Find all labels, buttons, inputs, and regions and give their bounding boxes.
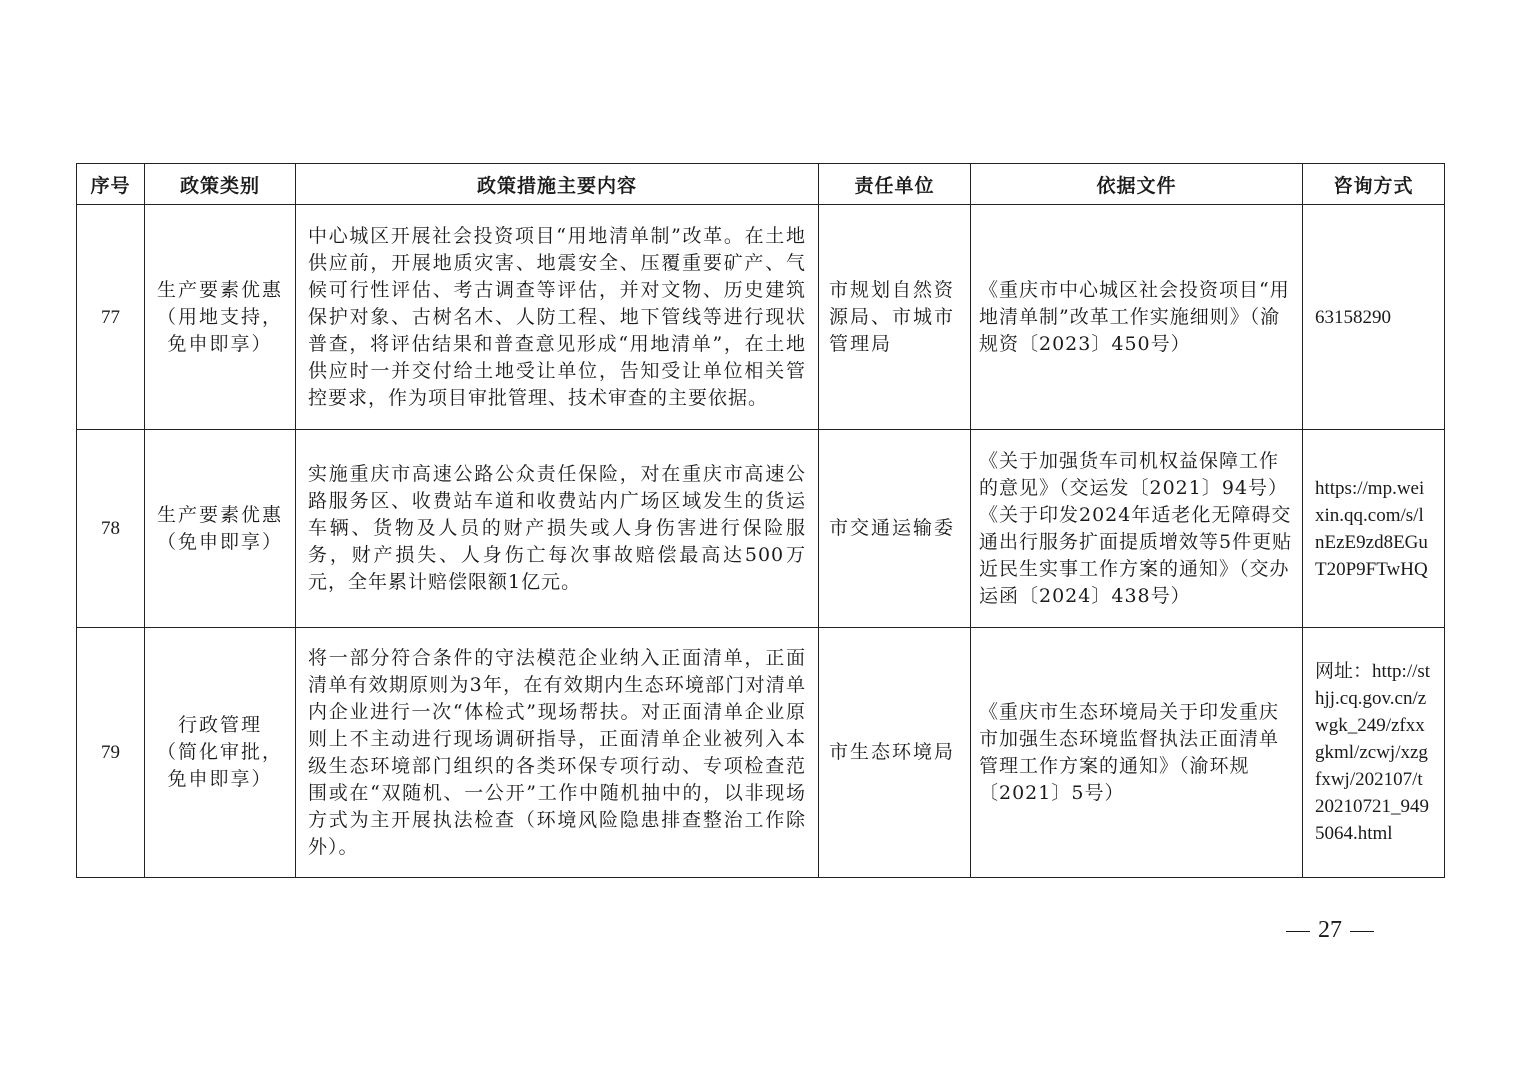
policy-category	[145, 628, 296, 878]
policy-content: 实施重庆市高速公路公众责任保险，对在重庆市高速公路服务区、收费站车道和收费站内广场区域发生的货运车辆、货物及人员的财产损失或人身伤害进行保险服务，财产损失、人身伤亡每次事故赔偿最高达500万元，全年累计赔偿限额1亿元。	[296, 430, 819, 628]
table-row	[77, 430, 1445, 628]
document-reference: 《重庆市中心城区社会投资项目“用地清单制”改革工作实施细则》（渝规资〔2023〕450号）	[979, 278, 1290, 355]
category-line: （用地支持，	[156, 305, 283, 328]
policy-category	[145, 430, 296, 628]
basis-document	[971, 430, 1303, 628]
dash-left	[1286, 931, 1310, 932]
document-reference: 《关于印发2024年适老化无障碍交通出行服务扩面提质增效等5件更贴近民生实事工作方案的通知》（交办运函〔2024〕438号）	[979, 503, 1293, 607]
header-basis-document: 依据文件	[971, 164, 1303, 205]
category-line: 行政管理	[177, 714, 262, 736]
responsible-unit: 市交通运输委	[819, 430, 971, 628]
category-line: （简化审批，	[156, 741, 283, 763]
responsible-unit: 市生态环境局	[819, 628, 971, 878]
responsible-unit: 市规划自然资源局、市城市管理局	[819, 205, 971, 430]
category-line: （免申即享）	[156, 530, 283, 553]
policy-content: 将一部分符合条件的守法模范企业纳入正面清单，正面清单有效期原则为3年，在有效期内生态环境部门对清单内企业进行一次“体检式”现场帮扶。对正面清单企业原则上不主动进行现场调研指导，正面清单企业被列入本级生态环境部门组织的各类环保专项行动、专项检查范围或在“双随机、一公开”工作中随机抽中的，以非现场方式为主开展执法检查（环境风险隐患排查整治工作除外）。	[296, 628, 819, 878]
row-number: 78	[77, 430, 145, 628]
dash-right	[1350, 931, 1374, 932]
category-line: 免申即享）	[167, 332, 273, 355]
basis-document	[971, 205, 1303, 430]
contact-info: 63158290	[1303, 205, 1445, 430]
page-number	[1270, 912, 1390, 948]
header-contact: 咨询方式	[1303, 164, 1445, 205]
header-number: 序号	[77, 164, 145, 205]
row-number: 77	[77, 205, 145, 430]
table-row	[77, 205, 1445, 430]
document-reference: 《关于加强货车司机权益保障工作的意见》（交运发〔2021〕94号）	[979, 449, 1289, 499]
policy-category	[145, 205, 296, 430]
contact-link[interactable]: 网址：http://sthjj.cq.gov.cn/zwgk_249/zfxxgkml/zcwj/xzgfxwj/202107/t20210721_9495064.html	[1303, 628, 1445, 878]
header-unit: 责任单位	[819, 164, 971, 205]
policy-table	[76, 163, 1445, 878]
header-category: 政策类别	[145, 164, 296, 205]
category-line: 生产要素优惠	[156, 278, 283, 301]
row-number: 79	[77, 628, 145, 878]
contact-link[interactable]: https://mp.weixin.qq.com/s/lnEzE9zd8EGuT20P9FTwHQ	[1303, 430, 1445, 628]
table-header-row	[77, 164, 1445, 205]
category-line: 生产要素优惠	[156, 503, 283, 526]
document-reference: 《重庆市生态环境局关于印发重庆市加强生态环境监督执法正面清单管理工作方案的通知》（渝环规〔2021〕5号）	[979, 700, 1280, 804]
page-number-value: 27	[1318, 917, 1342, 943]
basis-document	[971, 628, 1303, 878]
header-content: 政策措施主要内容	[296, 164, 819, 205]
category-line: 免申即享）	[167, 768, 273, 790]
table-row	[77, 628, 1445, 878]
policy-content: 中心城区开展社会投资项目“用地清单制”改革。在土地供应前，开展地质灾害、地震安全、压覆重要矿产、气候可行性评估、考古调查等评估，并对文物、历史建筑保护对象、古树名木、人防工程、地下管线等进行现状普查，将评估结果和普查意见形成“用地清单”，在土地供应时一并交付给土地受让单位，告知受让单位相关管控要求，作为项目审批管理、技术审查的主要依据。	[296, 205, 819, 430]
